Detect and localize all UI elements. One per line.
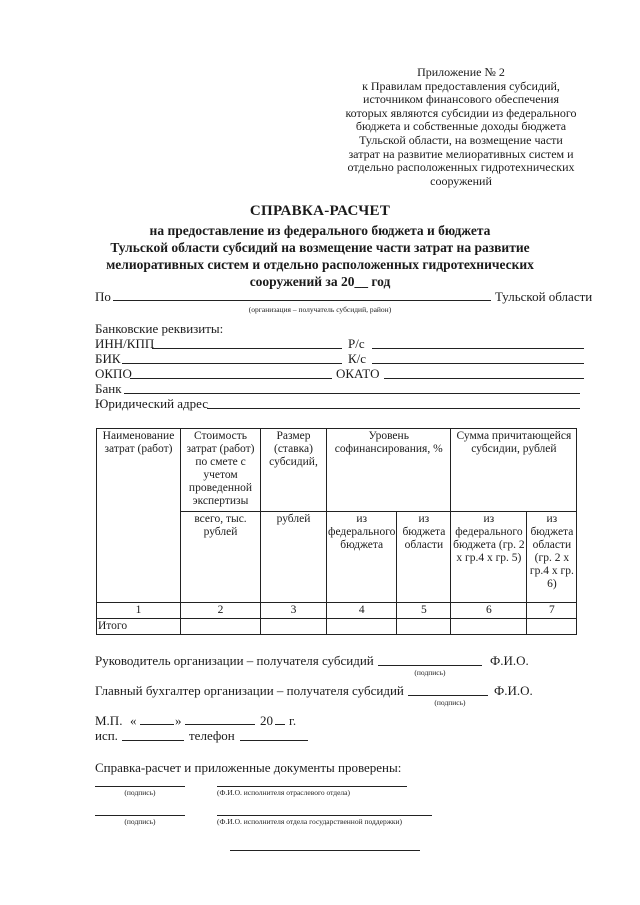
year-label: 20 (260, 713, 273, 728)
subtitle-line: мелиоративных систем и отдельно расположенных гидротехнических (106, 257, 534, 272)
table-header-row (97, 429, 577, 512)
appendix-line: отдельно расположенных гидротехнических (347, 160, 575, 175)
appendix-line: к Правилам предоставления субсидий, (362, 78, 560, 93)
verifier2-signature-field[interactable] (95, 815, 185, 816)
bik-field[interactable] (122, 363, 342, 364)
bank-field[interactable] (124, 393, 580, 394)
total-row (97, 619, 577, 635)
head-fio: Ф.И.О. (490, 653, 529, 668)
okpo-field[interactable] (130, 378, 332, 379)
phone-field[interactable] (240, 740, 308, 741)
bank-label: Банк (95, 381, 122, 396)
sub-regional: из бюджета области (397, 512, 451, 603)
sub-federal-sum: из федерального бюджета (гр. 2 х гр.4 х гр. 5) (451, 512, 527, 603)
total-label: Итого (97, 619, 181, 635)
stamp-label: М.П. (95, 713, 123, 728)
month-field[interactable] (185, 724, 255, 725)
rs-field[interactable] (372, 348, 584, 349)
subtitle-line: на предоставление из федерального бюджета и бюджета (149, 223, 491, 238)
column-number: 4 (327, 603, 397, 619)
column-number: 6 (451, 603, 527, 619)
total-cell[interactable] (397, 619, 451, 635)
accountant-signature-field[interactable] (408, 695, 488, 696)
sub-federal: из федерального бюджета (327, 512, 397, 603)
total-cell[interactable] (327, 619, 397, 635)
column-number: 5 (397, 603, 451, 619)
verifier1-fio-field[interactable] (217, 786, 407, 787)
head-label: Руководитель организации – получателя субсидий (95, 653, 374, 668)
header-cofinancing: Уровень софинансирования, % (327, 429, 451, 512)
appendix-line: затрат на развитие мелиоративных систем и (348, 146, 574, 161)
inn-label: ИНН/КПП (95, 336, 155, 351)
subtitle-line: Тульской области субсидий на возмещение части затрат на развитие (110, 240, 530, 255)
total-cell[interactable] (261, 619, 327, 635)
column-number: 2 (181, 603, 261, 619)
executor-label: исп. (95, 728, 118, 743)
head-sign-hint: (подпись) (414, 668, 446, 677)
appendix-line: Приложение № 2 (417, 65, 505, 79)
accountant-label: Главный бухгалтер организации – получателя субсидий (95, 683, 404, 698)
column-number: 3 (261, 603, 327, 619)
verifier1-signature-field[interactable] (95, 786, 185, 787)
quote-open: « (130, 713, 137, 728)
verifier1-fio-hint: (Ф.И.О. исполнителя отраслевого отдела) (217, 788, 351, 797)
total-cell[interactable] (527, 619, 577, 635)
appendix-line: которых являются субсидии из федерального (345, 105, 577, 120)
sub-regional-sum: из бюджета области (гр. 2 х гр.4 х гр. 6) (527, 512, 577, 603)
rs-label: Р/с (348, 336, 365, 351)
appendix-line: источником финансового обеспечения (363, 92, 559, 107)
total-cell[interactable] (181, 619, 261, 635)
calculation-table (96, 428, 577, 635)
bottom-line (230, 850, 420, 851)
okato-field[interactable] (384, 378, 584, 379)
year-field[interactable] (275, 724, 285, 725)
bik-label: БИК (95, 351, 121, 366)
day-field[interactable] (140, 724, 174, 725)
org-prefix: По (95, 289, 111, 304)
executor-field[interactable] (122, 740, 184, 741)
verifier2-fio-field[interactable] (217, 815, 432, 816)
accountant-fio: Ф.И.О. (494, 683, 533, 698)
header-cost-name: Наименование затрат (работ) (97, 429, 181, 603)
ks-field[interactable] (372, 363, 584, 364)
verifier2-fio-hint: (Ф.И.О. исполнителя отдела государственной поддержки) (217, 817, 403, 826)
header-subsidy-sum: Сумма причитающейся субсидии, рублей (451, 429, 577, 512)
okpo-label: ОКПО (95, 366, 132, 381)
header-cost-value: Стоимость затрат (работ) по смете с учетом проведенной экспертизы (181, 429, 261, 512)
total-cell[interactable] (451, 619, 527, 635)
appendix-line: сооружений (430, 173, 492, 188)
document-subtitle (0, 222, 640, 290)
ks-label: К/с (348, 351, 367, 366)
org-suffix: Тульской области (495, 289, 593, 304)
column-number: 1 (97, 603, 181, 619)
appendix-line: Тульской области, на возмещение части (359, 132, 563, 147)
org-field[interactable] (113, 300, 491, 301)
verified-label: Справка-расчет и приложенные документы проверены: (95, 760, 402, 775)
sub-total: всего, тыс. рублей (181, 512, 261, 603)
column-number: 7 (527, 603, 577, 619)
inn-field[interactable] (152, 348, 342, 349)
verifier1-sign-hint: (подпись) (124, 788, 156, 797)
appendix-line: бюджета и собственные доходы бюджета (355, 119, 567, 134)
verifier2-sign-hint: (подпись) (124, 817, 156, 826)
okato-label: ОКАТО (336, 366, 380, 381)
document-title: СПРАВКА-РАСЧЕТ (249, 203, 391, 219)
column-number-row (97, 603, 577, 619)
address-field[interactable] (207, 408, 580, 409)
head-signature-field[interactable] (378, 665, 482, 666)
accountant-sign-hint: (подпись) (434, 698, 466, 707)
year-suffix: г. (289, 713, 297, 728)
quote-close: » (175, 713, 182, 728)
org-hint: (организация – получатель субсидий, район) (248, 305, 392, 314)
sub-rubles: рублей (261, 512, 327, 603)
address-label: Юридический адрес (95, 396, 209, 411)
phone-label: телефон (189, 728, 235, 743)
header-rate: Размер (ставка) субсидий, (261, 429, 327, 512)
subtitle-line: сооружений за 20__ год (249, 274, 391, 289)
appendix-note (330, 66, 592, 188)
bank-heading: Банковские реквизиты: (95, 321, 224, 336)
